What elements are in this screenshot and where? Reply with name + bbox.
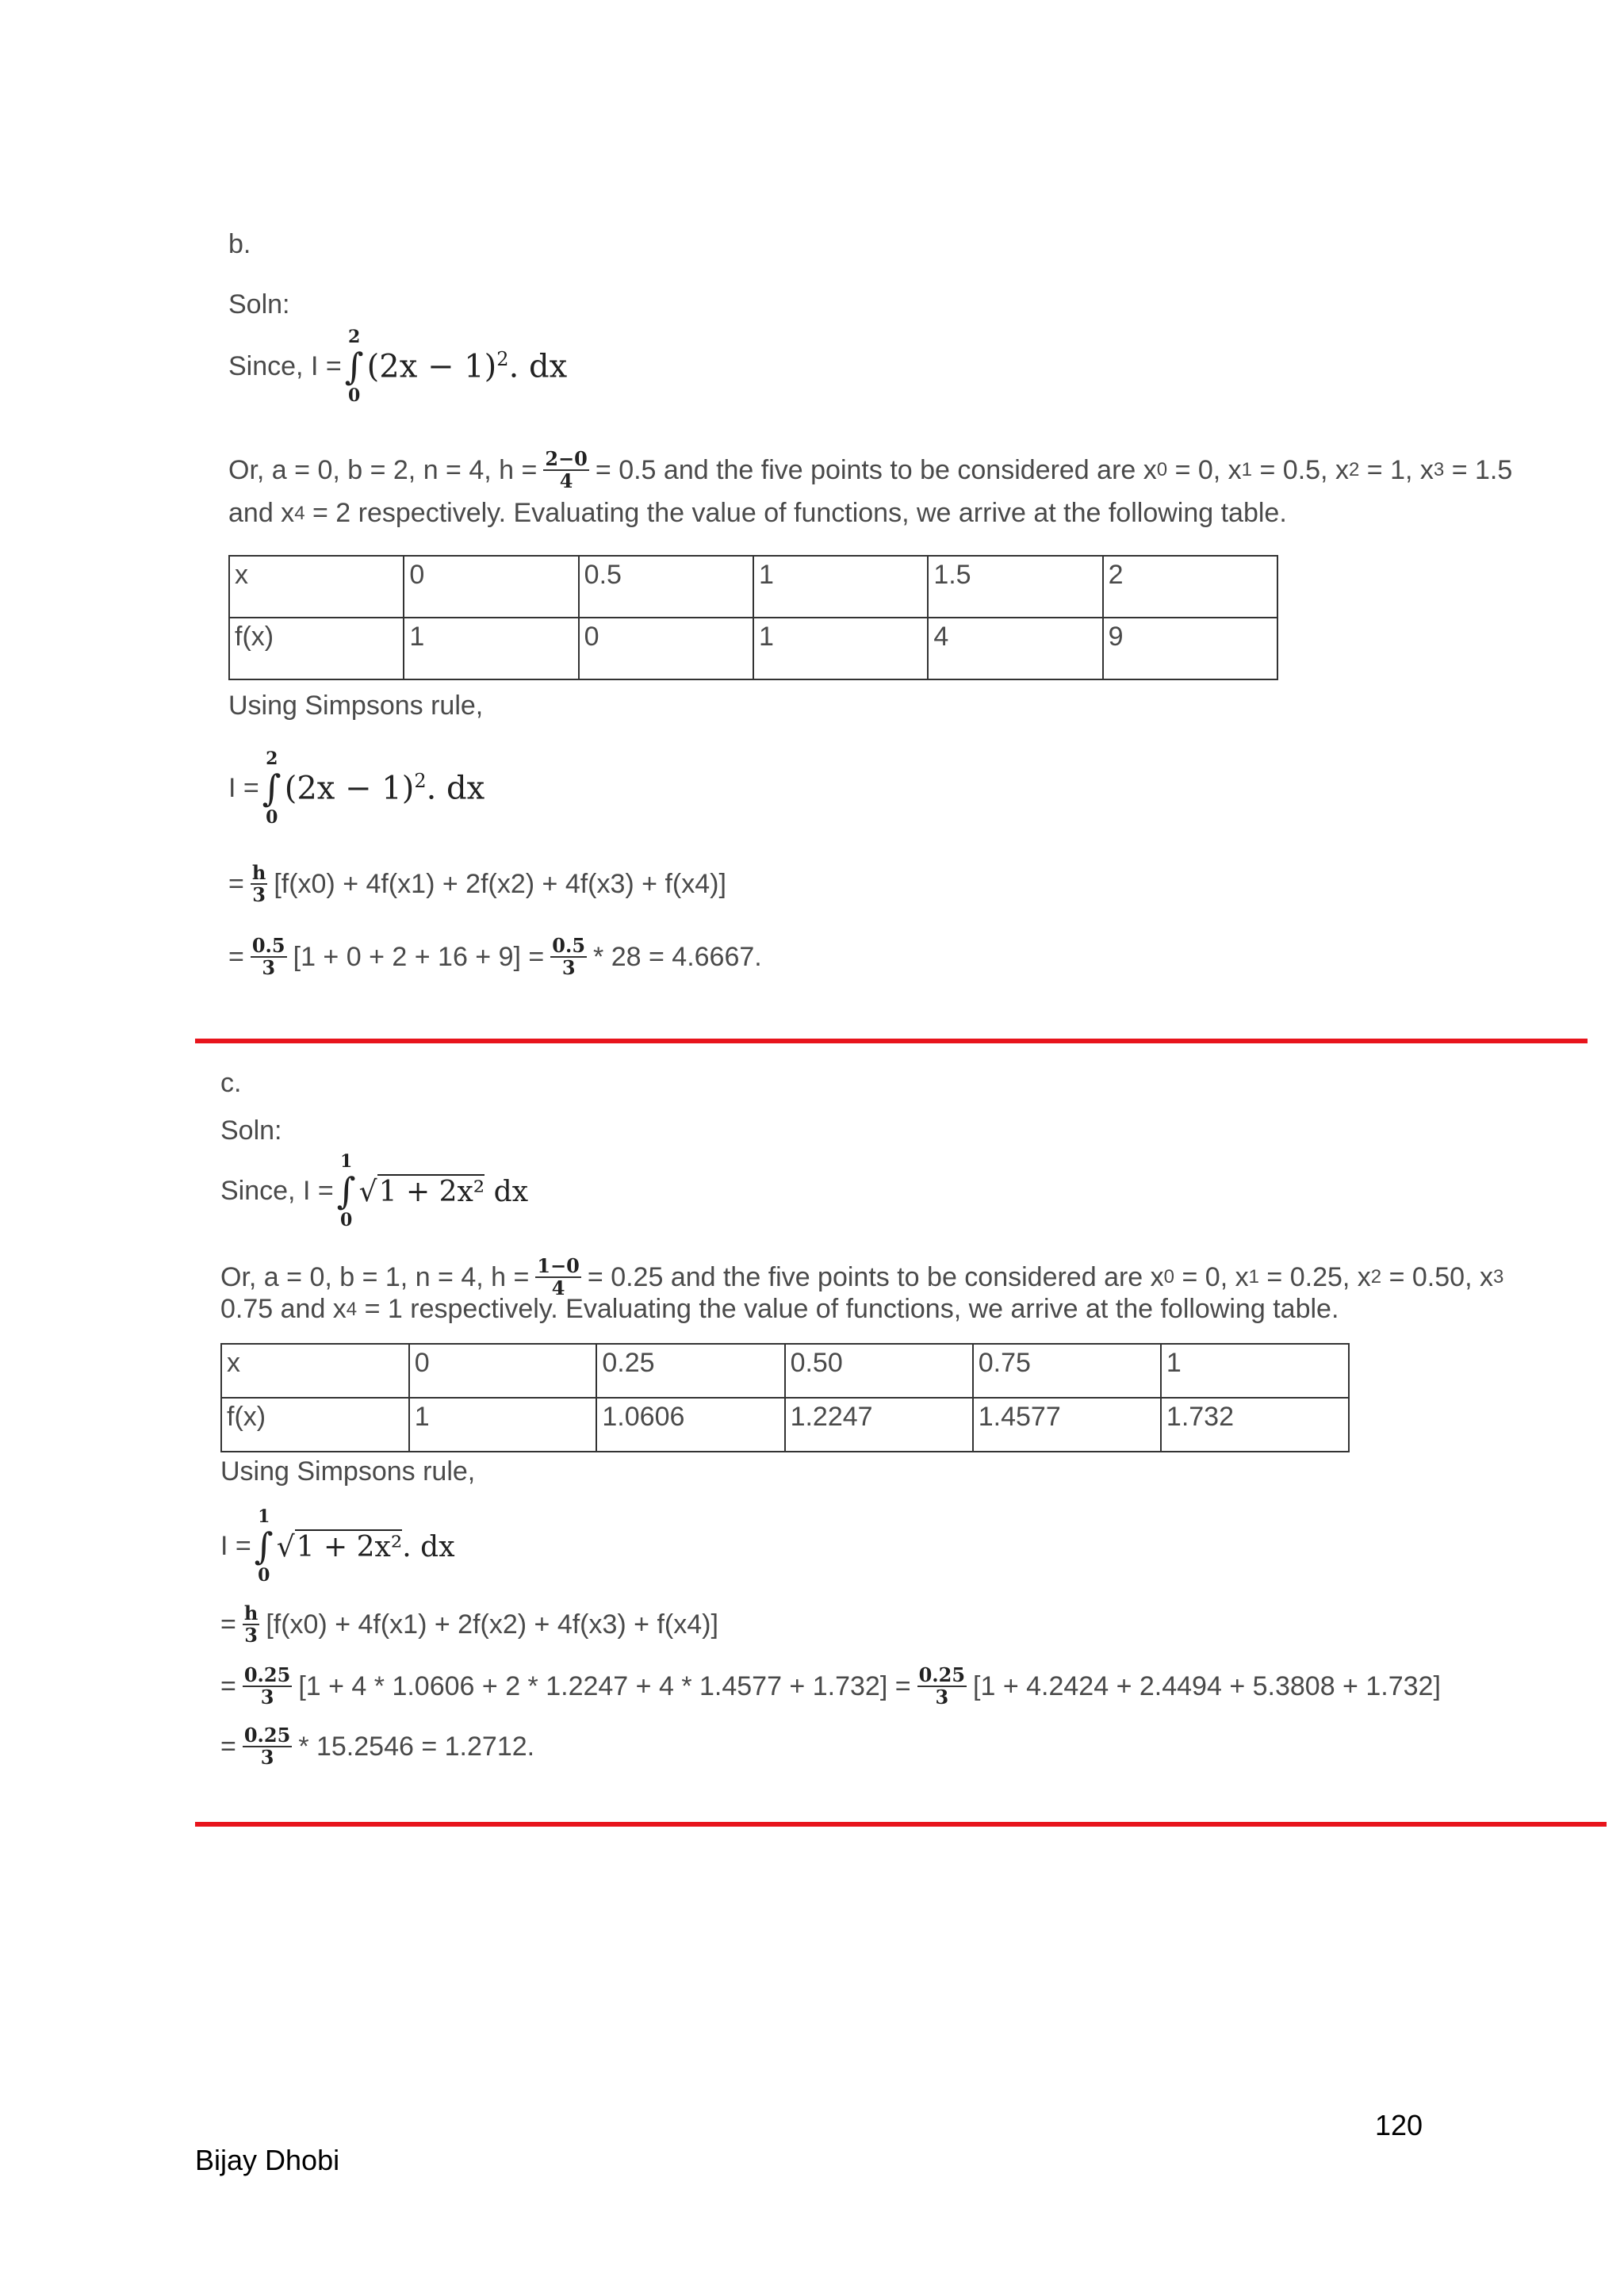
part-c-soln: Soln: bbox=[220, 1115, 282, 1146]
integrand: $(2x - 1)^2$. dx bbox=[366, 347, 568, 385]
part-b-table bbox=[228, 555, 1278, 680]
divider-c bbox=[195, 1822, 1607, 1827]
fraction: $\frac{h}{3}$ bbox=[243, 1601, 259, 1647]
part-b-step2: = $\frac{0.5}{3}$ [1 + 0 + 2 + 16 + 9] = $\frac{0.5}{3}$ * 28 = 4.6667. bbox=[228, 934, 762, 979]
part-b-since-row bbox=[228, 327, 567, 406]
part-c-label: c. bbox=[220, 1068, 242, 1098]
part-c-para1: Or, a = 0, b = 1, n = 4, h = $\frac{1-0}{4}$ = 0.25 and the five points to be considered are x 0 = 0, x 1 = 0.25, x 2 = 0.50, x 3 bbox=[220, 1254, 1504, 1299]
integral-sign: 2 ∫ 0 bbox=[344, 327, 364, 406]
part-b-using: Using Simpsons rule, bbox=[228, 691, 484, 721]
part-c-step2: = $\frac{0.25}{3}$ [1 + 4 * 1.0606 + 2 * 1.2247 + 4 * 1.4577 + 1.732] = $\frac{0.25}{3}$ [1 + 4.2424 + 2.4494 + 5.3808 + 1.732] bbox=[220, 1663, 1441, 1709]
page-number: 120 bbox=[1375, 2109, 1423, 2141]
part-c-using: Using Simpsons rule, bbox=[220, 1456, 476, 1487]
part-b-i-row: I = 2 ∫ 0 $(2x - 1)^2$. dx bbox=[228, 748, 485, 828]
author-name: Bijay Dhobi bbox=[195, 2144, 340, 2176]
table-row: x 0 0.5 1 1.5 2 bbox=[229, 556, 1277, 618]
fraction: $\frac{0.25}{3}$ bbox=[243, 1663, 291, 1709]
integral-sign: 2 ∫ 0 bbox=[262, 748, 282, 828]
part-c-table bbox=[220, 1343, 1350, 1452]
part-b-label: b. bbox=[228, 229, 251, 259]
table-row: f(x) 1 1.0606 1.2247 1.4577 1.732 bbox=[221, 1398, 1349, 1452]
h-fraction: $\frac{2-0}{4}$ bbox=[545, 447, 588, 492]
table-row: x 0 0.25 0.50 0.75 1 bbox=[221, 1344, 1349, 1398]
divider-b bbox=[195, 1039, 1588, 1043]
part-b-para1: Or, a = 0, b = 2, n = 4, h = $\frac{2-0}{4}$ = 0.5 and the five points to be considered are x 0 = 0, x 1 = 0.5, x 2 = 1, x 3 = 1.5 bbox=[228, 447, 1513, 492]
fraction: $\frac{0.25}{3}$ bbox=[918, 1663, 966, 1709]
since-text: Since, I = bbox=[228, 350, 342, 381]
table-row: f(x) 1 0 1 4 9 bbox=[229, 618, 1277, 679]
fraction: $\frac{0.5}{3}$ bbox=[552, 934, 586, 979]
fraction: $\frac{h}{3}$ bbox=[251, 861, 266, 906]
sqrt-integrand: √1 + 2x². dx bbox=[276, 1530, 455, 1563]
part-c-since-row: Since, I = 1 ∫ 0 √1 + 2x² dx bbox=[220, 1151, 529, 1230]
part-b-para2: and x 4 = 2 respectively. Evaluating the value of functions, we arrive at the following table. bbox=[228, 498, 1287, 528]
integral-sign: 1 ∫ 0 bbox=[254, 1506, 274, 1586]
fraction: $\frac{0.5}{3}$ bbox=[251, 934, 285, 979]
fraction: $\frac{0.25}{3}$ bbox=[243, 1724, 291, 1769]
part-c-para2: 0.75 and x 4 = 1 respectively. Evaluating the value of functions, we arrive at the following table. bbox=[220, 1294, 1339, 1324]
part-b-soln: Soln: bbox=[228, 289, 290, 320]
part-b-step1: = $\frac{h}{3}$ [f(x0) + 4f(x1) + 2f(x2) + 4f(x3) + f(x4)] bbox=[228, 861, 726, 906]
part-c-step1: = $\frac{h}{3}$ [f(x0) + 4f(x1) + 2f(x2) + 4f(x3) + f(x4)] bbox=[220, 1601, 718, 1647]
h-fraction: $\frac{1-0}{4}$ bbox=[537, 1254, 580, 1299]
part-c-i-row: I = 1 ∫ 0 √1 + 2x². dx bbox=[220, 1506, 455, 1586]
part-c-step3: = $\frac{0.25}{3}$ * 15.2546 = 1.2712. bbox=[220, 1724, 535, 1769]
integral-sign: 1 ∫ 0 bbox=[336, 1151, 356, 1230]
sqrt-integrand: √1 + 2x² dx bbox=[358, 1175, 529, 1208]
